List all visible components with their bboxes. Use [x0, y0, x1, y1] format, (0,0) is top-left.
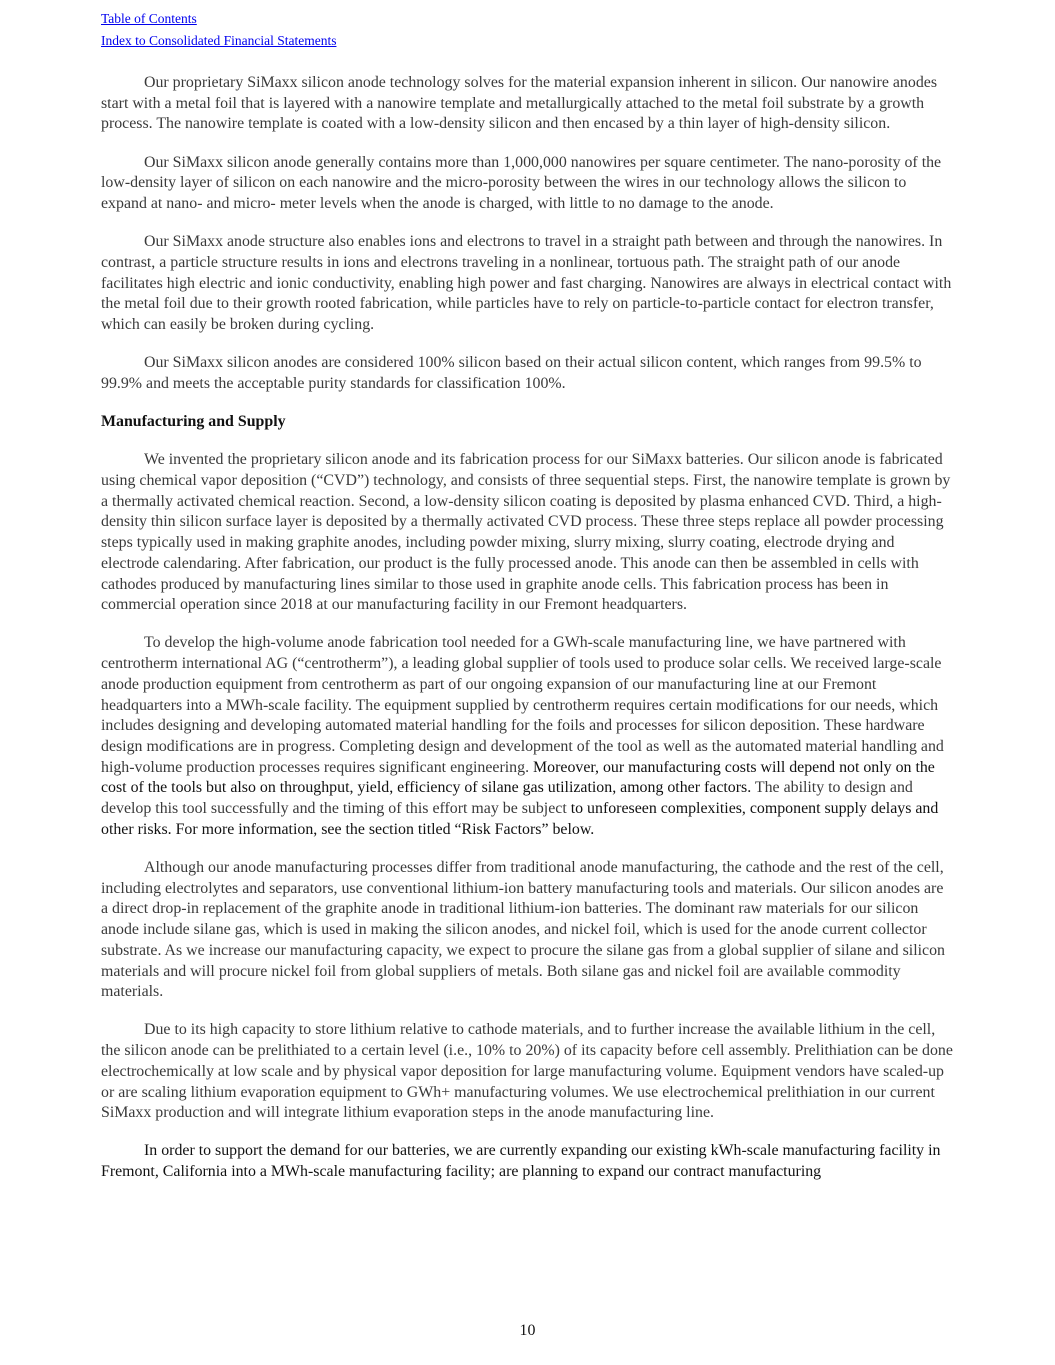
- page-number: 10: [519, 1322, 536, 1339]
- paragraph-centrotherm-text-a: To develop the high-volume anode fabrication tool needed for a GWh-scale manufacturing line, we have partnered with centrotherm international AG (“centrotherm”), a leading global supplier of tools used to produce solar cells. We received large-scale anode production equipment from centrotherm as part of our ongoing expansion of our manufacturing line at our Fremont headquarters into a MWh-scale facility. The equipment supplied by centrotherm requires certain modifications for our needs, which includes designing and developing automated material handling for the foils and processes for silicon deposition. These hardware design modifications are in progress. Completing design and development of the tool as well as the automated material handling and high-volume production processes requires significant engineering.: [101, 634, 944, 776]
- paragraph-fabrication-process: We invented the proprietary silicon anode and its fabrication process for our SiMaxx batteries. Our silicon anode is fabricated using chemical vapor deposition (“CVD”) technology, and consists of three sequential steps. First, the nanowire template is grown by a thermally activated chemical reaction. Second, a low-density silicon coating is deposited by plasma enhanced CVD. Third, a high-density thin silicon surface layer is deposited by a thermally activated CVD process. These three steps replace all powder processing steps typically used in making graphite anodes, including powder mixing, slurry mixing, slurry coating, electrode drying and electrode calendaring. After fabrication, our product is the fully processed anode. This anode can then be assembled in cells with cathodes produced by manufacturing lines similar to those used in graphite anode cells. This fabrication process has been in commercial operation since 2018 at our manufacturing facility in our Fremont headquarters.: [101, 451, 951, 614]
- paragraph-prelithiation: Due to its high capacity to store lithium relative to cathode materials, and to further increase the available lithium in the cell, the silicon anode can be prelithiated to a certain level (i.e., 10% to 20%) of its capacity before cell assembly. Prelithiation can be done electrochemically at low scale and by physical vapor deposition for large manufacturing volume. Equipment vendors have scaled-up or are scaling lithium evaporation equipment to GWh+ manufacturing volumes. We use electrochemical prelithiation in our current SiMaxx production and will integrate lithium evaporation steps in the anode manufacturing line.: [101, 1021, 953, 1122]
- paragraph-nanowire-density: Our SiMaxx silicon anode generally contains more than 1,000,000 nanowires per square centimeter. The nano-porosity of the low-density layer of silicon on each nanowire and the micro-porosity between the wires in our technology allows the silicon to expand at nano- and micro- meter levels when the anode is charged, with little to no damage to the anode.: [101, 153, 942, 213]
- document-body: [101, 73, 953, 1183]
- paragraph-simaxx-technology: Our proprietary SiMaxx silicon anode technology solves for the material expansion inherent in silicon. Our nanowire anodes start with a metal foil that is layered with a nanowire template and metallurgically attached to the metal foil substrate by a growth process. The nanowire template is coated with a low-density silicon and then encased by a thin layer of high-density silicon.: [101, 74, 938, 133]
- top-navigation-links: [101, 8, 336, 52]
- paragraph-capacity-expansion: In order to support the demand for our batteries, we are currently expanding our existing kWh-scale manufacturing facility in Fremont, California into a MWh-scale manufacturing facility; are planning to expand our contract manufacturing: [101, 1142, 941, 1181]
- paragraph-centrotherm-text-b: Moreover, our manufacturing costs will depend not only on the cost of the tools but also on throughput, yield, efficiency of silane gas utilization, among other factors.: [101, 758, 935, 797]
- paragraph-silicon-purity: Our SiMaxx silicon anodes are considered 100% silicon based on their actual silicon content, which ranges from 99.5% to 99.9% and meets the acceptable purity standards for classification 100%.: [101, 354, 922, 392]
- index-to-financial-statements-link[interactable]: Index to Consolidated Financial Statements: [101, 33, 337, 48]
- table-of-contents-link[interactable]: Table of Contents: [101, 11, 197, 26]
- paragraph-centrotherm-text-c: The ability to design and develop this tool successfully and the timing of this effort may be subject: [101, 779, 913, 818]
- paragraph-centrotherm-partnership: [101, 633, 953, 840]
- paragraph-raw-materials: Although our anode manufacturing processes differ from traditional anode manufacturing, the cathode and the rest of the cell, including electrolytes and separators, use conventional lithium-ion battery manufacturing tools and materials. Our silicon anodes are a direct drop-in replacement of the graphite anode in traditional lithium-ion batteries. The dominant raw materials for our silicon anode include silane gas, which is used in making the silicon anodes, and nickel foil, which is used for the anode current collector substrate. As we increase our manufacturing capacity, we expect to procure the silane gas from a global supplier of silane and silicon materials and will procure nickel foil from global suppliers of metals. Both silane gas and nickel foil are available commodity materials.: [101, 859, 945, 1001]
- section-heading-manufacturing: Manufacturing and Supply: [101, 413, 286, 431]
- paragraph-centrotherm-text-d: to unforeseen complexities, component supply delays and other risks. For more information, see the section titled “Risk Factors” below.: [101, 800, 939, 838]
- paragraph-anode-structure: Our SiMaxx anode structure also enables ions and electrons to travel in a straight path between and through the nanowires. In contrast, a particle structure results in ions and electrons traveling in a nonlinear, tortuous path. The straight path of our anode facilitates high electric and ionic conductivity, enabling high power and fast charging. Nanowires are always in electrical contact with the metal foil due to their growth rooted fabrication, while particles have to rely on particle-to-particle contact for electron transfer, which can easily be broken during cycling.: [101, 233, 952, 334]
